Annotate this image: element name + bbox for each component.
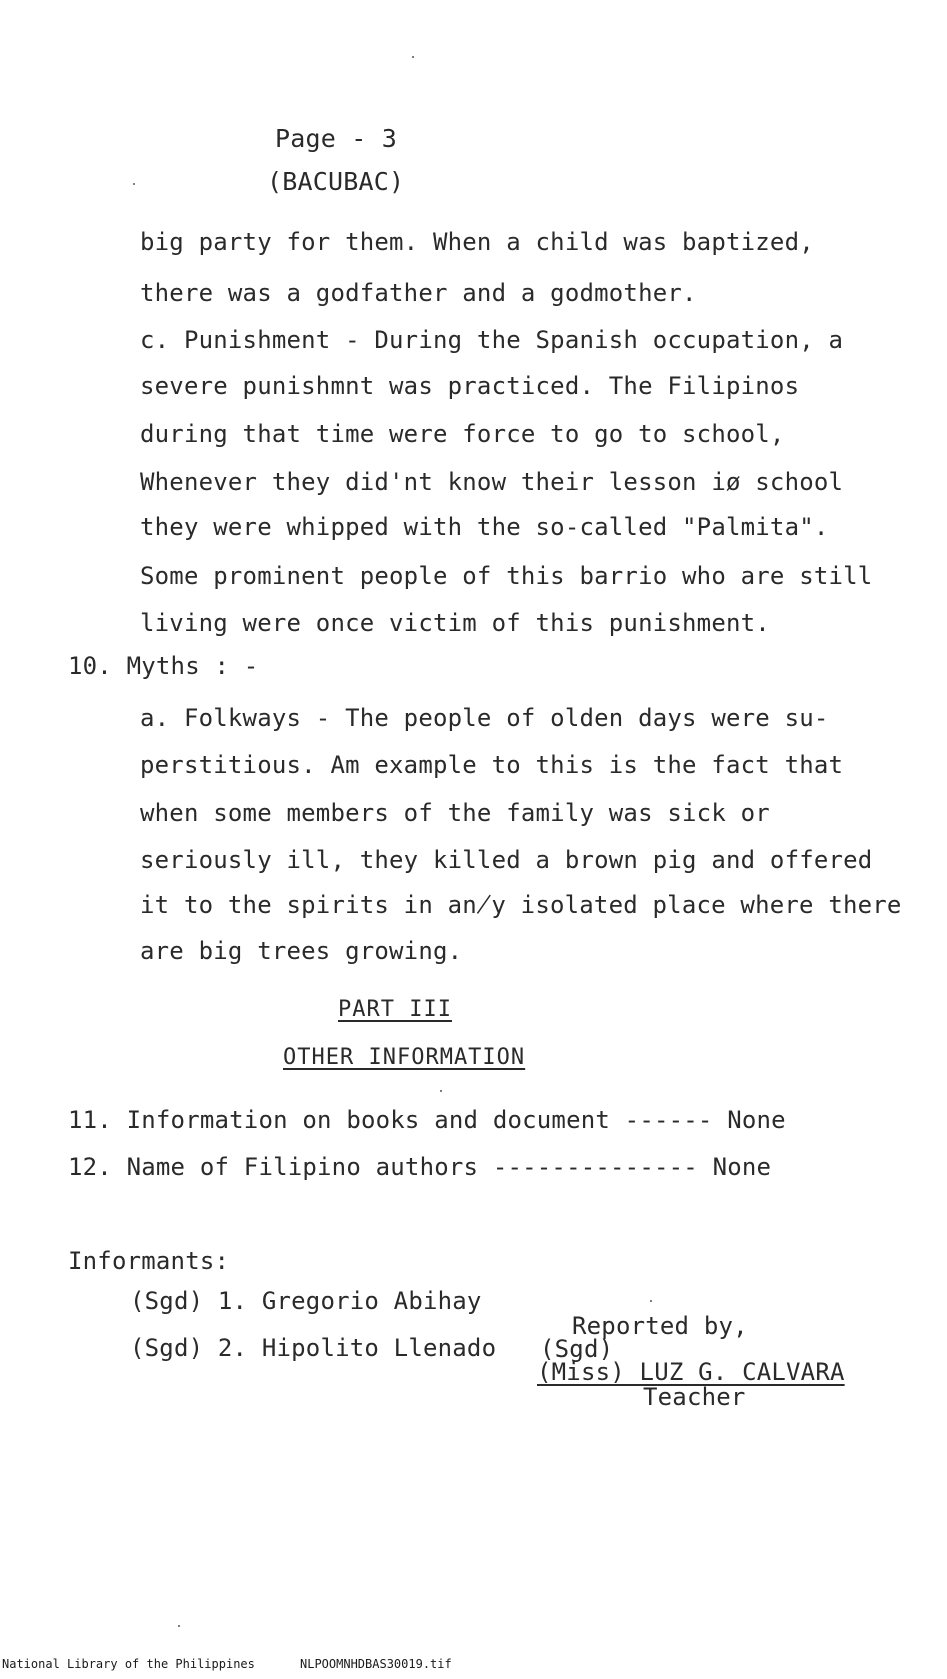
- paragraph-line: Whenever they did'nt know their lesson iø school: [140, 468, 844, 496]
- reporter-title: Teacher: [643, 1383, 746, 1411]
- paragraph-line: perstitious. Am example to this is the fact that: [140, 751, 844, 779]
- reporter-signed: (Sgd): [540, 1335, 614, 1363]
- paragraph-line: Some prominent people of this barrio who are still: [140, 562, 873, 590]
- paragraph-line: are big trees growing.: [140, 937, 463, 965]
- paragraph-line: when some members of the family was sick or: [140, 799, 770, 827]
- footer-library: National Library of the Philippines: [2, 1657, 255, 1671]
- item-12: 12. Name of Filipino authors -------------- None: [68, 1153, 772, 1181]
- informants-label: Informants:: [68, 1247, 230, 1275]
- paragraph-line: there was a godfather and a godmother.: [140, 279, 697, 307]
- paragraph-line: they were whipped with the so-called "Palmita".: [140, 513, 829, 541]
- paragraph-line: it to the spirits in an̸y isolated place where there: [140, 891, 902, 919]
- paragraph-line: big party for them. When a child was baptized,: [140, 228, 814, 256]
- section-10-label: 10. Myths : -: [68, 652, 259, 680]
- reported-by-label: Reported by,: [572, 1312, 748, 1340]
- reporter-name: (Miss) LUZ G. CALVARA: [537, 1358, 845, 1386]
- item-11: 11. Information on books and document ------ None: [68, 1106, 786, 1134]
- footer-file-id: NLPOOMNHDBAS30019.tif: [300, 1657, 452, 1671]
- paragraph-line: c. Punishment - During the Spanish occupation, a: [140, 326, 844, 354]
- part-subheading: OTHER INFORMATION: [283, 1045, 526, 1070]
- paragraph-line: a. Folkways - The people of olden days were su-: [140, 704, 829, 732]
- part-heading: PART III: [338, 997, 452, 1022]
- paragraph-line: severe punishmnt was practiced. The Filipinos: [140, 372, 800, 400]
- paragraph-line: seriously ill, they killed a brown pig and offered: [140, 846, 873, 874]
- paragraph-line: living were once victim of this punishment.: [140, 609, 770, 637]
- paragraph-line: during that time were force to go to school,: [140, 420, 785, 448]
- page-label: Page - 3: [275, 124, 398, 153]
- informant-1: (Sgd) 1. Gregorio Abihay: [130, 1287, 482, 1315]
- informant-2: (Sgd) 2. Hipolito Llenado: [130, 1334, 497, 1362]
- barrio-name: (BACUBAC): [267, 167, 405, 196]
